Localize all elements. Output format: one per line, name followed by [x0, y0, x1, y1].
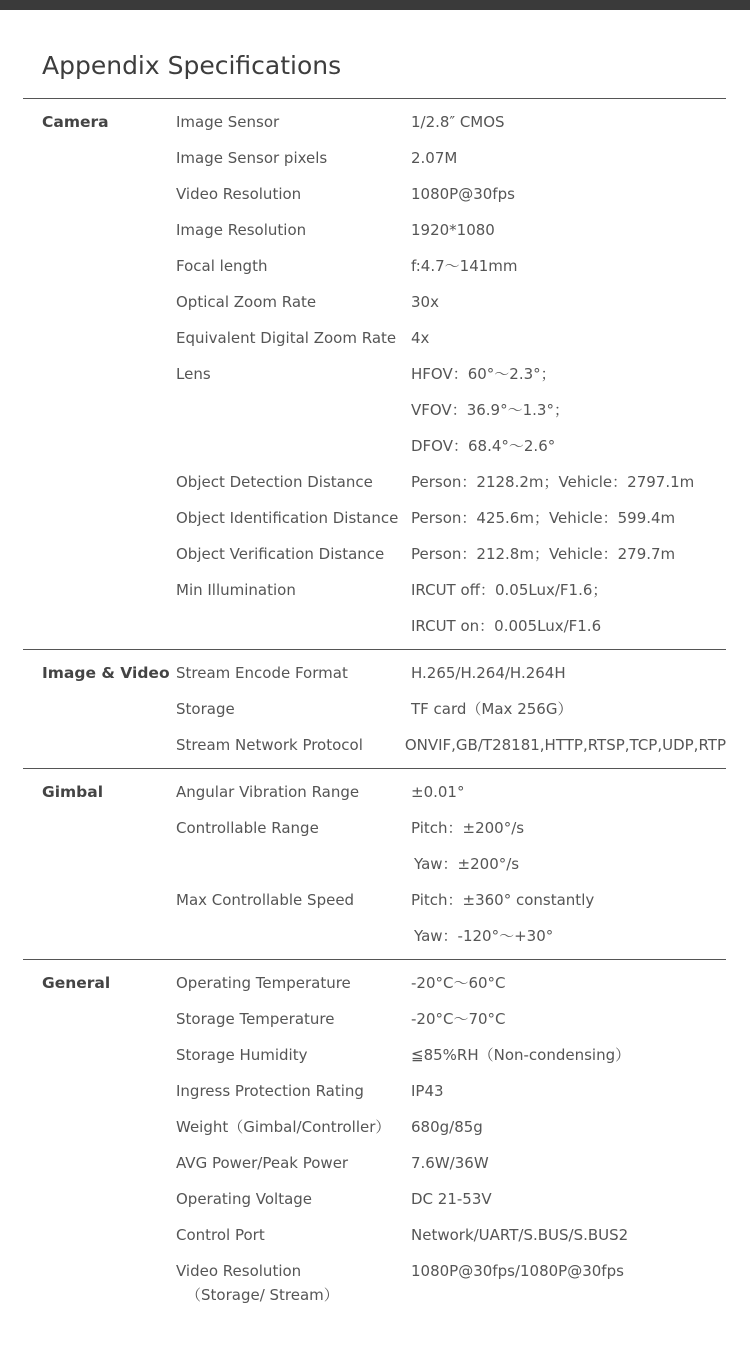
spec-label-text: Object Verification Distance [176, 545, 385, 563]
spec-value: IRCUT on：0.005Lux/F1.6 [411, 617, 602, 635]
spec-value: 4x [411, 329, 430, 347]
spec-values [411, 965, 726, 1001]
spec-label-text: Max Controllable Speed [176, 891, 355, 909]
spec-row [23, 810, 726, 882]
spec-label-text: Weight（Gimbal/Controller） [176, 1118, 391, 1136]
spec-row [23, 356, 726, 464]
spec-values [411, 500, 726, 536]
spec-value: Person：2128.2m；Vehicle：2797.1m [411, 473, 695, 491]
spec-label [176, 248, 411, 284]
spec-values [411, 1145, 726, 1181]
spec-label [176, 1073, 411, 1109]
spec-value: ±0.01° [411, 783, 465, 801]
spec-value: HFOV：60°～2.3°； [411, 365, 556, 383]
spec-value: Pitch：±360° constantly [411, 891, 595, 909]
spec-label [176, 1253, 411, 1313]
spec-value: 7.6W/36W [411, 1154, 489, 1172]
spec-values [411, 774, 726, 810]
spec-value: DFOV：68.4°～2.6° [411, 437, 556, 455]
spec-row [23, 691, 726, 727]
spec-values [411, 212, 726, 248]
spec-label [176, 655, 411, 691]
spec-value: 30x [411, 293, 439, 311]
spec-values [411, 655, 726, 691]
spec-section [23, 959, 726, 1318]
spec-row [23, 1073, 726, 1109]
spec-label-text: Lens [176, 365, 211, 383]
spec-values [411, 356, 726, 464]
spec-value: 1/2.8″ CMOS [411, 113, 505, 131]
spec-values [411, 1181, 726, 1217]
page-title: Appendix Specifications [42, 51, 342, 80]
spec-value: Pitch：±200°/s [411, 819, 525, 837]
top-bar [0, 0, 750, 10]
spec-values [411, 882, 726, 954]
spec-value: H.265/H.264/H.264H [411, 664, 566, 682]
spec-values [411, 320, 726, 356]
spec-label [176, 1145, 411, 1181]
spec-label-text: Operating Voltage [176, 1190, 313, 1208]
spec-value: 1080P@30fps [411, 185, 515, 203]
spec-value: ONVIF,GB/T28181,HTTP,RTSP,TCP,UDP,RTP [404, 736, 726, 754]
spec-value: IP43 [411, 1082, 444, 1100]
spec-label-text: Angular Vibration Range [176, 783, 360, 801]
spec-row [23, 104, 726, 140]
spec-values [411, 1001, 726, 1037]
spec-row [23, 284, 726, 320]
spec-label [176, 774, 411, 810]
spec-row [23, 1109, 726, 1145]
spec-label [176, 727, 405, 763]
spec-values [411, 176, 726, 212]
spec-values [411, 140, 726, 176]
spec-row [23, 320, 726, 356]
spec-label [176, 320, 411, 356]
spec-row [23, 1145, 726, 1181]
spec-value: 680g/85g [411, 1118, 483, 1136]
spec-label [176, 882, 411, 918]
spec-section [23, 98, 726, 649]
spec-value: Yaw：±200°/s [414, 855, 520, 873]
spec-label-text: Controllable Range [176, 819, 319, 837]
spec-value: TF card（Max 256G） [411, 700, 573, 718]
spec-label [176, 500, 411, 536]
spec-values [411, 104, 726, 140]
spec-value: ≦85%RH（Non-condensing） [411, 1046, 631, 1064]
spec-label-text: Video Resolution [176, 1262, 302, 1280]
spec-label [176, 1037, 411, 1073]
spec-values [411, 1037, 726, 1073]
spec-label [176, 140, 411, 176]
spec-label-text: Image Sensor [176, 113, 280, 131]
spec-row [23, 248, 726, 284]
spec-row [23, 1001, 726, 1037]
spec-row [23, 536, 726, 572]
spec-values [411, 536, 726, 572]
spec-label [176, 356, 411, 392]
spec-label-text: Focal length [176, 257, 268, 275]
spec-row [23, 464, 726, 500]
spec-label-text: Stream Network Protocol [176, 736, 363, 754]
spec-value: Network/UART/S.BUS/S.BUS2 [411, 1226, 629, 1244]
spec-label [176, 104, 411, 140]
spec-table [23, 98, 726, 1318]
spec-row [23, 140, 726, 176]
spec-label-text: Video Resolution [176, 185, 302, 203]
spec-label [176, 536, 411, 572]
spec-values [411, 572, 726, 644]
spec-value: Person：425.6m；Vehicle：599.4m [411, 509, 676, 527]
spec-values [411, 284, 726, 320]
spec-value: VFOV：36.9°～1.3°； [411, 401, 569, 419]
section-name: Gimbal [42, 783, 104, 801]
spec-row [23, 1181, 726, 1217]
spec-value: 1920*1080 [411, 221, 495, 239]
spec-section [23, 768, 726, 959]
spec-label [176, 965, 411, 1001]
spec-label [176, 572, 411, 608]
spec-values [411, 248, 726, 284]
spec-value: Yaw：-120°～+30° [414, 927, 554, 945]
spec-label [176, 1001, 411, 1037]
spec-row [23, 1253, 726, 1313]
spec-label-text: Ingress Protection Rating [176, 1082, 364, 1100]
spec-values [411, 464, 726, 500]
spec-values [411, 1109, 726, 1145]
spec-row [23, 1217, 726, 1253]
spec-label-text: Stream Encode Format [176, 664, 348, 682]
spec-value: -20°C～60°C [411, 974, 506, 992]
spec-label-text: Storage Temperature [176, 1010, 335, 1028]
spec-values [411, 1253, 726, 1289]
spec-row [23, 965, 726, 1001]
spec-values [405, 727, 726, 763]
spec-row [23, 882, 726, 954]
section-name: Camera [42, 113, 109, 131]
spec-row [23, 212, 726, 248]
spec-value: DC 21-53V [411, 1190, 492, 1208]
spec-label-text: Image Sensor pixels [176, 149, 328, 167]
spec-label-text: Image Resolution [176, 221, 307, 239]
spec-row [23, 727, 726, 763]
spec-sublabel: （Storage/ Stream） [186, 1286, 339, 1304]
spec-section [23, 649, 726, 768]
spec-label-text: AVG Power/Peak Power [176, 1154, 349, 1172]
spec-values [411, 691, 726, 727]
spec-label [176, 1181, 411, 1217]
spec-row [23, 176, 726, 212]
spec-label-text: Object Detection Distance [176, 473, 373, 491]
spec-value: IRCUT off：0.05Lux/F1.6； [411, 581, 608, 599]
spec-row [23, 774, 726, 810]
spec-label [176, 464, 411, 500]
spec-label-text: Operating Temperature [176, 974, 351, 992]
spec-label-text: Storage Humidity [176, 1046, 308, 1064]
spec-value: -20°C～70°C [411, 1010, 506, 1028]
spec-value: 2.07M [411, 149, 458, 167]
spec-label [176, 176, 411, 212]
spec-label-text: Control Port [176, 1226, 265, 1244]
spec-row [23, 572, 726, 644]
spec-label [176, 810, 411, 846]
spec-label [176, 284, 411, 320]
spec-row [23, 1037, 726, 1073]
spec-row [23, 500, 726, 536]
spec-label [176, 1109, 411, 1145]
spec-label-text: Object Identification Distance [176, 509, 399, 527]
spec-values [411, 1217, 726, 1253]
spec-label-text: Min Illumination [176, 581, 296, 599]
spec-label [176, 1217, 411, 1253]
spec-value: 1080P@30fps/1080P@30fps [411, 1262, 624, 1280]
spec-value: Person：212.8m；Vehicle：279.7m [411, 545, 676, 563]
spec-label-text: Storage [176, 700, 235, 718]
spec-label [176, 691, 411, 727]
section-name: Image & Video [42, 664, 170, 682]
section-name: General [42, 974, 111, 992]
spec-value: f:4.7～141mm [411, 257, 518, 275]
spec-label-text: Equivalent Digital Zoom Rate [176, 329, 397, 347]
spec-values [411, 810, 726, 882]
spec-values [411, 1073, 726, 1109]
spec-label-text: Optical Zoom Rate [176, 293, 317, 311]
spec-label [176, 212, 411, 248]
